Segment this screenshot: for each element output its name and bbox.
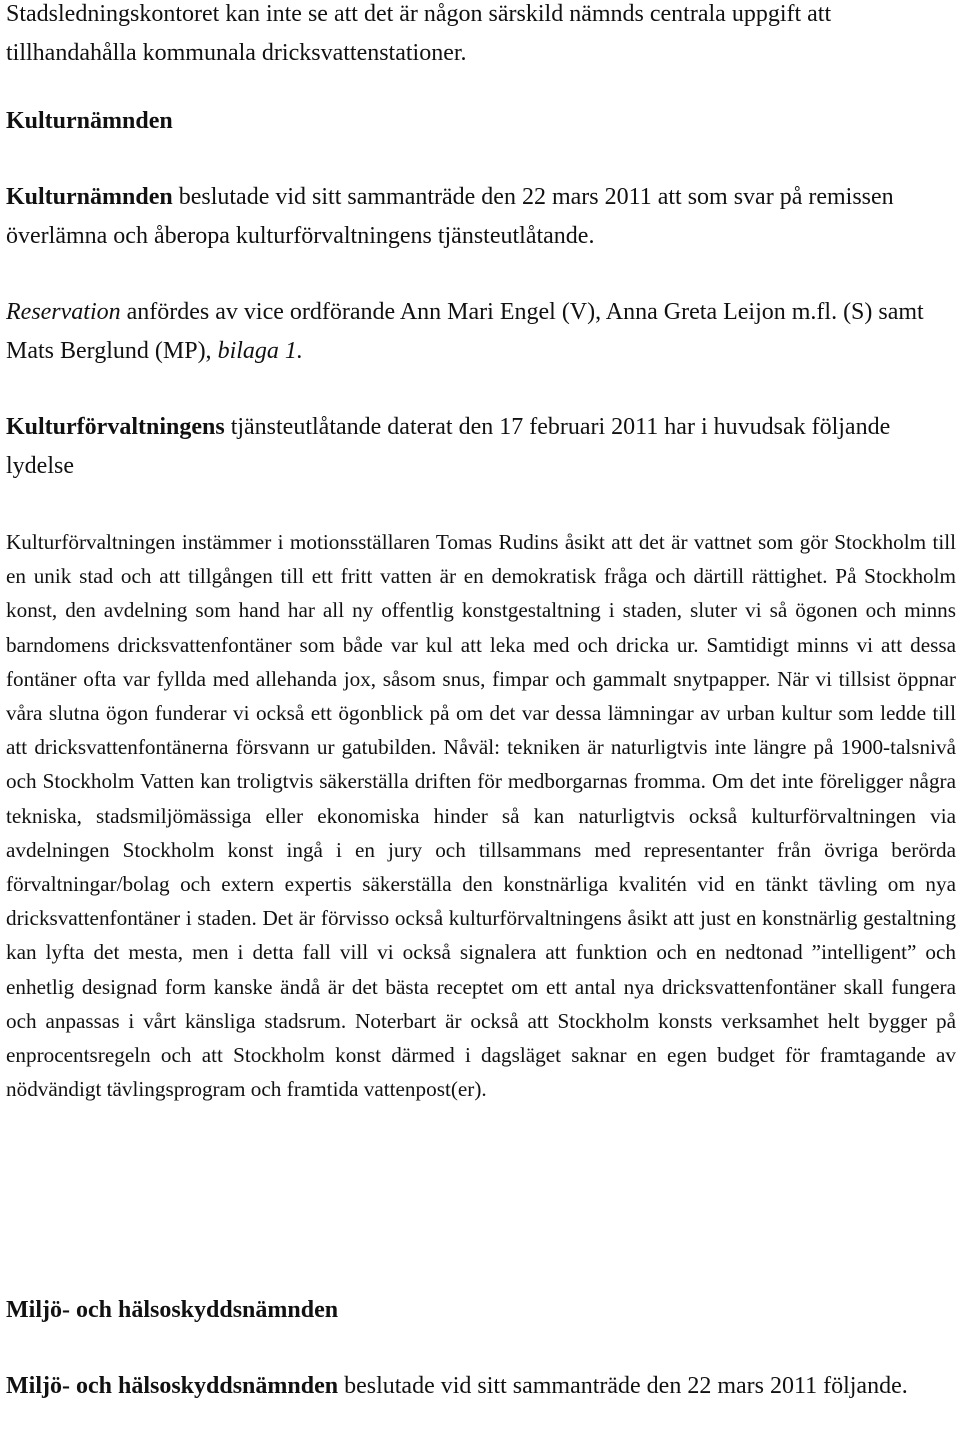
reservation-attachment: bilaga 1. [217,337,303,364]
miljo-decision-paragraph [6,1367,956,1406]
statement-intro-paragraph [6,408,956,485]
miljo-decision-lead: Miljö- och hälsoskyddsnämnden [6,1373,339,1399]
kultur-decision-lead: Kulturnämnden [6,184,173,210]
kultur-decision-paragraph [6,178,956,255]
kultur-heading: Kulturnämnden [6,108,173,134]
intro-text: Stadsledningskontoret kan inte se att det är någon särskild nämnds centrala uppgift att tillhandahålla kommunala dricksvattenstationer. [6,1,832,66]
statement-intro-text: tjänsteutlåtande daterat den 17 februari 2011 har i huvudsak följande lydelse [6,414,891,479]
miljo-heading: Miljö- och hälsoskyddsnämnden [6,1297,339,1323]
reservation-paragraph [6,293,956,370]
statement-intro-lead: Kulturförvaltningens [6,414,225,440]
kultur-decision-text: beslutade vid sitt sammanträde den 22 mars 2011 att som svar på remissen överlämna och åberopa kulturförvaltningens tjänsteutlåtande. [6,184,894,249]
miljo-decision-text: beslutade vid sitt sammanträde den 22 mars 2011 följande. [338,1373,908,1399]
quoted-statement: Kulturförvaltningen instämmer i motionsställaren Tomas Rudins åsikt att det är vattnet som gör Stockholm till en unik stad och att tillgången till ett fritt vatten är en demokratisk fråga och därtill rättighet. På Stockholm konst, den avdelning som hand har all ny offentlig konstgestaltning i staden, sluter vi så ögonen och minns barndomens dricksvattenfontäner som både var kul att leka med och dricka ur. Samtidigt minns vi att dessa fontäner ofta var fyllda med allehanda jox, såsom snus, fimpar och gammalt snytpapper. När vi tillsist öppnar våra slutna ögon funderar vi också ett ögonblick på om det var dessa lämningar av urban kultur som ledde till att dricksvattenfontänerna försvann ur gatubilden. Nåväl: tekniken är naturligtvis inte längre på 1900-talsnivå och Stockholm Vatten kan troligtvis säkerställa driften för medborgarnas fromma. Om det inte föreligger några tekniska, stadsmiljömässiga eller ekonomiska hinder så kan naturligtvis också kulturförvaltningen via avdelningen Stockholm konst ingå i en jury och tillsammans med representanter från övriga berörda förvaltningar/bolag och extern expertis säkerställa den konstnärliga kvalitén vid en tänkt tävling om nya dricksvattenfontäner i staden. Det är förvisso också kulturförvaltningens åsikt att just en konstnärlig gestaltning kan lyfta det mesta, men i detta fall vill vi också signalera att funktion och en nedtonad ”intelligent” och enhetlig designad form kanske ändå är det bästa receptet om ett antal nya dricksvattenfontäner skall fungera och anpassas i vårt känsliga stadsrum. Noterbart är också att Stockholm konsts verksamhet helt bygger på enprocentsregeln och att Stockholm konst därmed i dagsläget saknar en egen budget för framtagande av nödvändigt tävlingsprogram och framtida vattenpost(er). [6,530,956,1102]
reservation-lead: Reservation [6,299,121,325]
reservation-text: anfördes av vice ordförande Ann Mari Engel (V), Anna Greta Leijon m.fl. (S) samt Mats Berglund (MP), [6,299,924,364]
intro-paragraph [6,0,956,72]
